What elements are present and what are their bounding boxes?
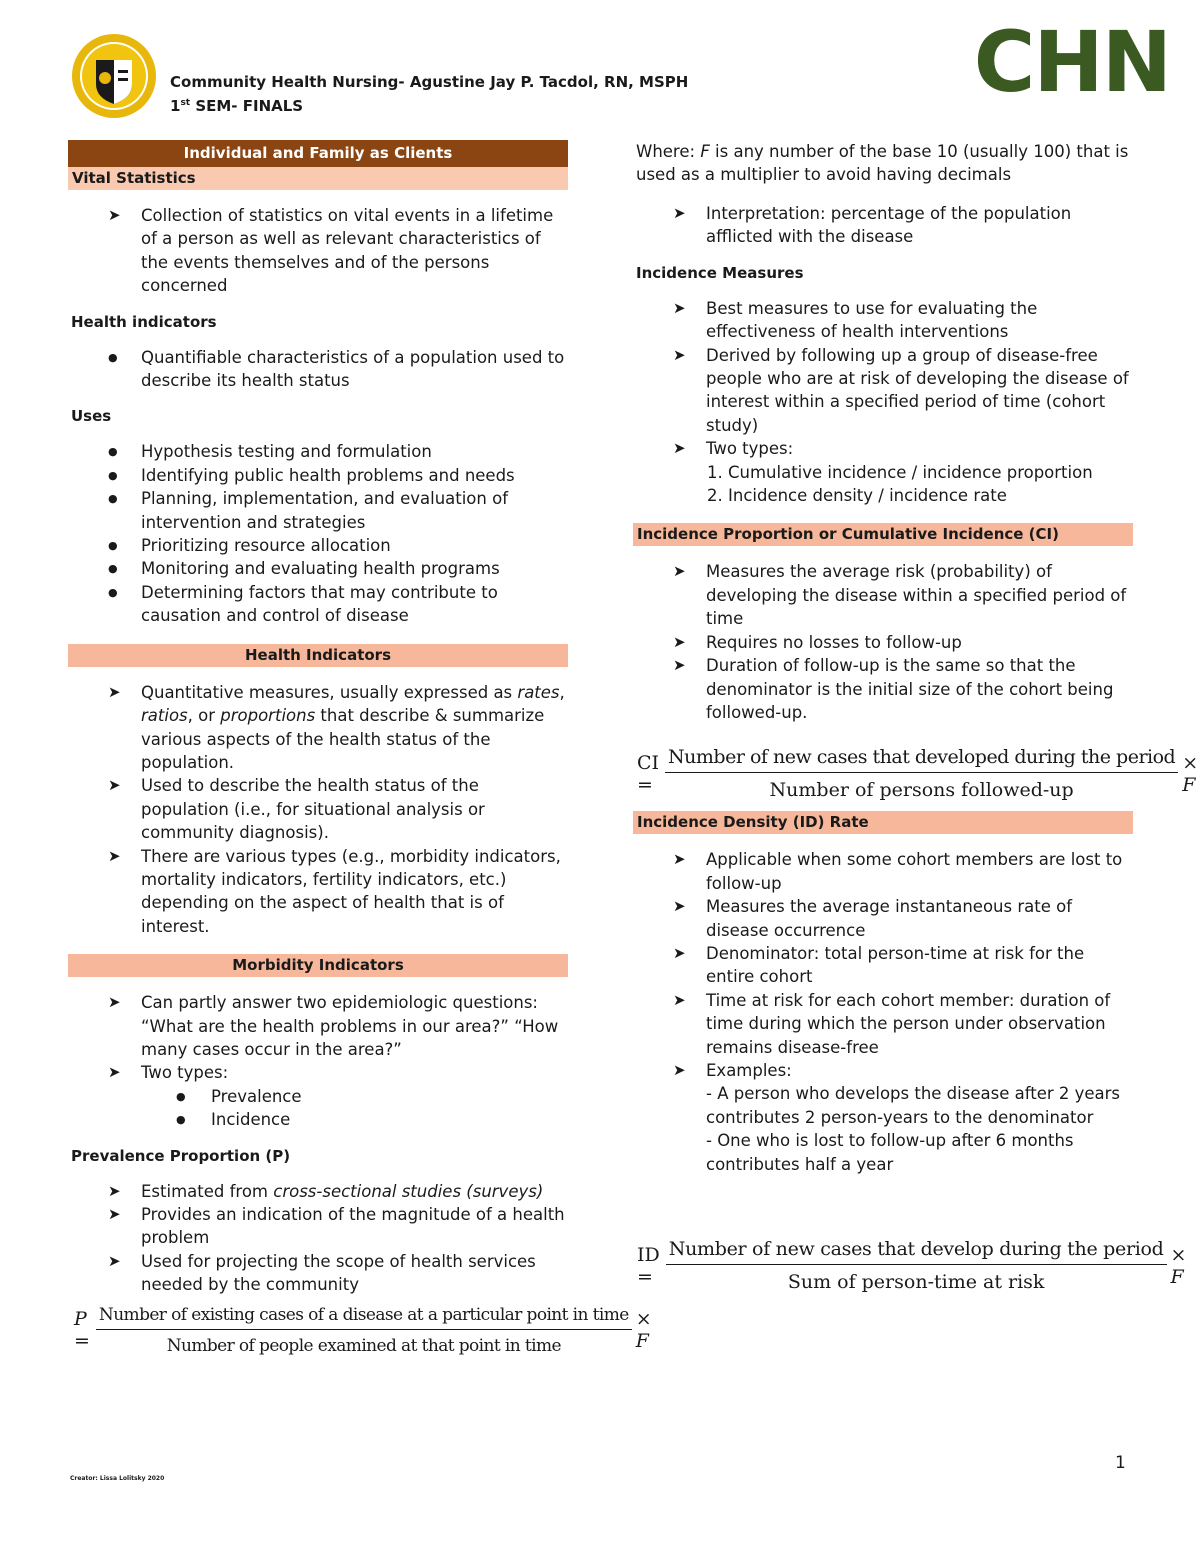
incidence-density-list — [633, 848, 1133, 1176]
text-run: Quantitative measures, usually expressed as — [141, 682, 518, 702]
text-run: ratios — [141, 706, 188, 726]
list-item: ➤ There are various types (e.g., morbidity indicators, mortality indicators, fertility indicators, etc.) depending on the aspect of health that is of interest. — [68, 845, 568, 939]
prevalence-list — [68, 1180, 568, 1297]
morbidity-types-list — [68, 1085, 568, 1132]
list-item: ➤ Time at risk for each cohort member: duration of time during which the person under observation remains disease-free — [633, 989, 1133, 1059]
list-item: ● Incidence — [68, 1108, 568, 1131]
list-item: 1. Cumulative incidence / incidence proportion — [728, 461, 1133, 484]
list-item: ➤ Used for projecting the scope of health services needed by the community — [68, 1250, 568, 1297]
list-item: ➤ Denominator: total person-time at risk for the entire cohort — [633, 942, 1133, 989]
header-semester-num: 1 — [170, 97, 181, 115]
text-run: that describe & summarize various aspects of the health status of the population. — [141, 706, 545, 772]
formula-multiplier: × F — [1170, 1243, 1187, 1288]
formula-fraction — [96, 1305, 632, 1356]
text-run: Estimated from — [141, 1181, 274, 1201]
uses-subheading: Uses — [71, 407, 112, 426]
text-run: cross-sectional studies (surveys) — [273, 1181, 544, 1201]
list-item: ➤ Applicable when some cohort members are lost to follow-up — [633, 848, 1133, 895]
formula-lhs: CI = — [637, 751, 660, 796]
formula-numerator: Number of new cases that develop during the period — [666, 1238, 1167, 1265]
list-item: ➤ Two types: — [633, 437, 1133, 460]
list-item: ➤ Duration of follow-up is the same so that the denominator is the initial size of the cohort being followed-up. — [633, 654, 1133, 724]
list-item: ➤ Best measures to use for evaluating the effectiveness of health interventions — [633, 297, 1133, 344]
list-item: ➤ Used to describe the health status of the population (i.e., for situational analysis or community diagnosis). — [68, 774, 568, 844]
prevalence-formula — [74, 1304, 652, 1356]
formula-denominator: Number of persons followed-up — [769, 779, 1074, 802]
health-indicators-subheading: Health indicators — [71, 312, 217, 331]
health-indicators-list — [68, 346, 568, 393]
chn-brand-logo: CHN — [973, 13, 1170, 111]
formula-lhs: ID = — [637, 1243, 660, 1288]
interpretation-list — [633, 202, 1133, 249]
list-item: ➤ Requires no losses to follow-up — [633, 631, 1133, 654]
document-header — [170, 72, 688, 117]
header-semester-text: SEM- FINALS — [190, 97, 304, 115]
formula-fraction — [666, 1238, 1167, 1293]
formula-numerator: Number of new cases that developed during the period — [665, 746, 1178, 773]
formula-denominator: Number of people examined at that point in time — [166, 1335, 561, 1356]
health-indicators-bar: Health Indicators — [68, 644, 568, 667]
university-seal-logo — [70, 32, 158, 120]
list-item: ● Identifying public health problems and needs — [68, 464, 568, 487]
formula-fraction — [665, 746, 1178, 801]
text-run: Examples: — [706, 1060, 792, 1080]
list-item: ● Determining factors that may contribute to causation and control of disease — [68, 581, 568, 628]
text-run: - A person who develops the disease after 2 years contributes 2 person-years to the denominator — [706, 1084, 1121, 1127]
morbidity-list — [68, 991, 568, 1085]
list-item: ● Quantifiable characteristics of a population used to describe its health status — [68, 346, 568, 393]
list-item: ● Planning, implementation, and evaluation of intervention and strategies — [68, 487, 568, 534]
cumulative-incidence-list — [633, 560, 1133, 724]
formula-multiplier: × F — [635, 1308, 652, 1353]
list-item: ➤ Measures the average instantaneous rate of disease occurrence — [633, 895, 1133, 942]
text-run: Where: — [636, 142, 701, 161]
formula-numerator: Number of existing cases of a disease at a particular point in time — [96, 1305, 632, 1330]
list-item: ● Prevalence — [68, 1085, 568, 1108]
list-item: ➤ Derived by following up a group of disease-free people who are at risk of developing the disease of interest within a specified period of time (cohort study) — [633, 344, 1133, 438]
incidence-types-list — [633, 461, 1133, 508]
list-item — [68, 1180, 568, 1203]
list-item: ➤ Can partly answer two epidemiologic questions: “What are the health problems in our area?” “How many cases occur in the area?” — [68, 991, 568, 1061]
vital-statistics-heading: Vital Statistics — [68, 167, 568, 190]
text-run: - One who is lost to follow-up after 6 months contributes half a year — [706, 1131, 1074, 1174]
list-item: ➤ Provides an indication of the magnitude of a health problem — [68, 1203, 568, 1250]
incidence-measures-list — [633, 297, 1133, 461]
list-item — [633, 1059, 1133, 1176]
uses-list — [68, 440, 568, 627]
vital-statistics-list — [68, 204, 568, 298]
list-item: ● Prioritizing resource allocation — [68, 534, 568, 557]
health-indicators-detail-list — [68, 681, 568, 938]
list-item: 2. Incidence density / incidence rate — [728, 484, 1133, 507]
text-run: proportions — [220, 706, 316, 726]
section-title-bar: Individual and Family as Clients — [68, 140, 568, 167]
formula-lhs: P = — [74, 1308, 90, 1353]
left-column — [68, 140, 652, 1356]
text-run: rates — [517, 682, 560, 702]
text-run: , or — [187, 706, 221, 726]
list-item — [68, 681, 568, 775]
right-column — [633, 140, 1199, 1293]
incidence-measures-subheading: Incidence Measures — [636, 263, 804, 282]
cumulative-incidence-bar: Incidence Proportion or Cumulative Incidence (CI) — [633, 523, 1133, 546]
list-item: ● Monitoring and evaluating health programs — [68, 557, 568, 580]
formula-denominator: Sum of person-time at risk — [787, 1271, 1045, 1293]
text-run: , — [559, 682, 565, 702]
list-item: ➤ Two types: — [68, 1061, 568, 1084]
text-run: is any number of the base 10 (usually 100) that is used as a multiplier to avoid having decimals — [636, 142, 1129, 184]
list-item: ➤ Interpretation: percentage of the population afflicted with the disease — [633, 202, 1133, 249]
header-semester — [170, 93, 688, 117]
header-title: Community Health Nursing- Agustine Jay P. Tacdol, RN, MSPH — [170, 73, 689, 91]
ci-formula — [637, 746, 1199, 802]
prevalence-subheading: Prevalence Proportion (P) — [71, 1146, 291, 1165]
incidence-density-bar: Incidence Density (ID) Rate — [633, 811, 1133, 834]
list-item: ● Hypothesis testing and formulation — [68, 440, 568, 463]
morbidity-indicators-bar: Morbidity Indicators — [68, 954, 568, 977]
list-item: ➤ Measures the average risk (probability) of developing the disease within a specified period of time — [633, 560, 1133, 630]
text-run: F — [700, 142, 710, 161]
formula-multiplier: × F — [1182, 751, 1199, 796]
header-semester-sup: st — [180, 98, 191, 108]
page-number: 1 — [1115, 1453, 1126, 1473]
where-note — [636, 140, 1133, 186]
list-item: ➤ Collection of statistics on vital events in a lifetime of a person as well as relevant characteristics of the events themselves and of the persons concerned — [68, 204, 568, 298]
id-formula — [637, 1238, 1187, 1293]
footer-note: Creator: Lissa Lolitsky 2020 — [70, 1475, 165, 1482]
